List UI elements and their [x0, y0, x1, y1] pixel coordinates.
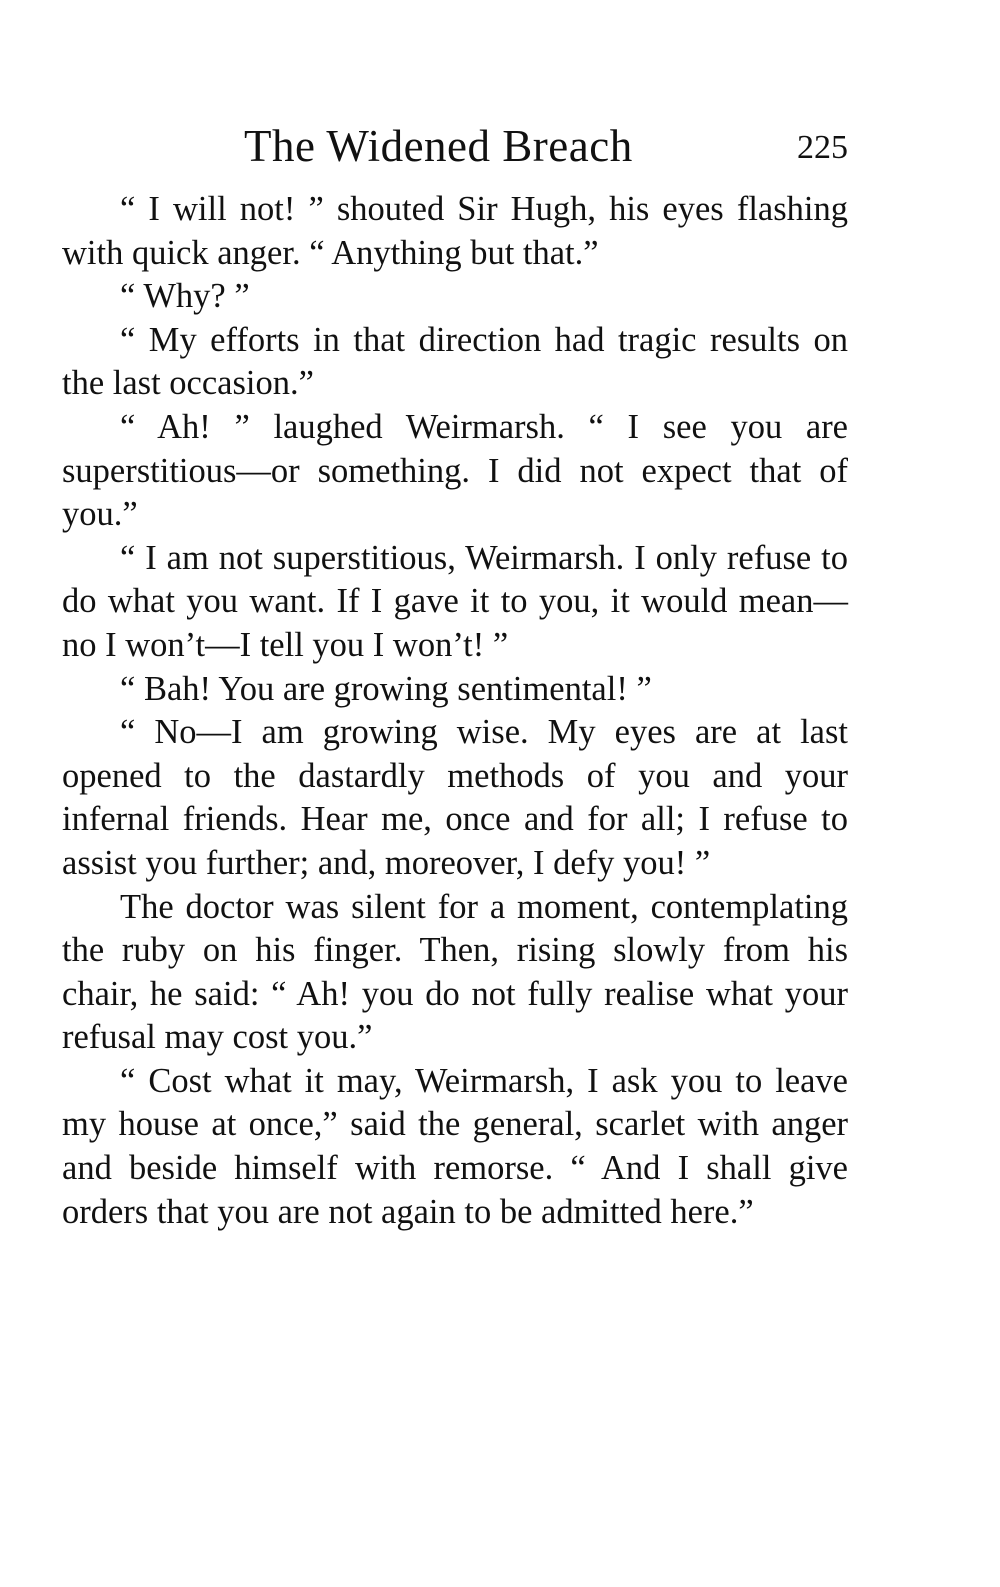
paragraph: “ Ah! ” laughed Weirmarsh. “ I see you are superstitious—or something. I did not expect that of you.”: [62, 407, 848, 534]
paragraph: “ I will not! ” shouted Sir Hugh, his eyes flashing with quick anger. “ Anything but that.”: [62, 190, 848, 272]
running-title: The Widened Breach: [244, 121, 633, 171]
paragraph: “ Why? ”: [120, 277, 250, 316]
page-number: 225: [797, 129, 848, 166]
paragraph: “ My efforts in that direction had tragic results on the last occasion.”: [62, 320, 848, 403]
paragraph: “ Cost what it may, Weirmarsh, I ask you to leave my house at once,” said the general, scarlet with anger and beside himself with remorse. “ And I shall give orders that you are not again to be admitted here.”: [62, 1061, 848, 1231]
paragraph: “ I am not superstitious, Weirmarsh. I only refuse to do what you want. If I gave it to you, it would mean—no I won’t—I tell you I won’t! ”: [62, 538, 848, 664]
paragraph: The doctor was silent for a moment, contemplating the ruby on his finger. Then, rising slowly from his chair, he said: “ Ah! you do not fully realise what your refusal may cost you.”: [62, 887, 848, 1057]
paragraph: “ Bah! You are growing sentimental! ”: [120, 669, 652, 708]
running-head: [62, 118, 848, 174]
body-text: [62, 188, 848, 1234]
paragraph: “ No—I am growing wise. My eyes are at last opened to the dastardly methods of you and your infernal friends. Hear me, once and for all; I refuse to assist you further; and, moreover, I defy you! ”: [62, 713, 848, 882]
